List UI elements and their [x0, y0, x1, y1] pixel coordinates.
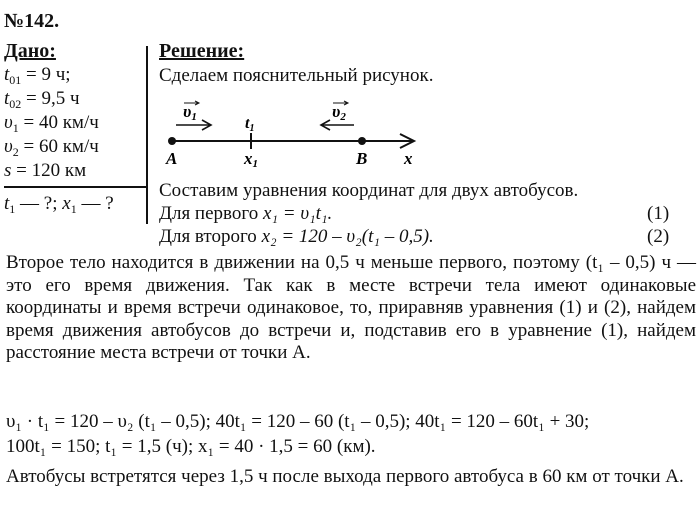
- equation-1-formula: x₁ = υ₁t₁.: [262, 203, 333, 224]
- solution-heading: Решение:: [159, 40, 245, 62]
- given-item-t02: [4, 88, 80, 110]
- equation-2: [159, 226, 434, 248]
- equation-2-formula: x₂ = 120 – υ₂(t₁ – 0,5).: [261, 226, 434, 247]
- given-sub: 2: [12, 145, 19, 159]
- find-sub: 1: [9, 202, 16, 216]
- given-var: υ: [4, 112, 13, 133]
- given-item-v2: [4, 136, 99, 158]
- given-sub: 02: [9, 97, 22, 111]
- axis-x-label: x: [404, 149, 413, 168]
- given-item-v1: [4, 112, 99, 134]
- column-divider: [146, 46, 148, 224]
- t1-label: t1: [245, 115, 255, 134]
- given-var: t: [4, 88, 10, 109]
- point-b-label: B: [356, 149, 368, 168]
- given-sub: 01: [9, 73, 22, 87]
- equations-intro: Составим уравнения координат для двух автобусов.: [159, 180, 579, 201]
- calculation-line-1: υ₁ · t₁ = 120 – υ₂ (t₁ – 0,5); 40t₁ = 120 – 60 (t₁ – 0,5); 40t₁ = 120 – 60t₁ + 30;: [6, 411, 590, 432]
- find-var-x: x: [62, 193, 71, 214]
- given-item-s: [4, 160, 86, 182]
- point-x1-label: x1: [244, 149, 258, 170]
- given-value: = 9,5 ч: [21, 88, 80, 109]
- motion-diagram: [150, 90, 440, 180]
- given-value: = 120 км: [11, 160, 87, 181]
- equation-1: [159, 203, 332, 225]
- equation-2-number: (2): [647, 226, 670, 247]
- given-value: = 60 км/ч: [18, 136, 99, 157]
- answer-text: Автобусы встретятся через 1,5 ч после выхода первого автобуса в 60 км от точки A.: [6, 466, 684, 487]
- given-value: = 9 ч;: [21, 64, 71, 85]
- explanation-paragraph: Второе тело находится в движении на 0,5 ч меньше первого, поэтому (t₁ – 0,5) ч — это его время движения. Так как в месте встречи тела имеют одинаковые координаты и время встречи одинаковое, то, приравняв уравнения (1) и (2), найдем время движения автобусов до встречи и, подставив его в уравнение (1), найдем расстояние места встречи от точки A.: [6, 252, 696, 363]
- solution-intro: Сделаем пояснительный рисунок.: [159, 65, 434, 86]
- find-var-t: t: [4, 193, 10, 214]
- given-sub: 1: [12, 121, 19, 135]
- find-sub: 1: [70, 202, 77, 216]
- given-item-t01: [4, 64, 71, 86]
- find-end: — ?: [76, 193, 114, 214]
- point-b-dot: [358, 137, 366, 145]
- v2-label: υ2: [332, 102, 346, 123]
- given-var: s: [4, 160, 12, 181]
- calculation-line-2: 100t₁ = 150; t₁ = 1,5 (ч); x₁ = 40 · 1,5 = 60 (км).: [6, 436, 376, 457]
- point-a-label: A: [166, 149, 178, 168]
- given-var: t: [4, 64, 10, 85]
- point-a-dot: [168, 137, 176, 145]
- equation-2-prefix: Для второго: [159, 226, 262, 247]
- equation-1-prefix: Для первого: [159, 203, 263, 224]
- find-sep: — ?;: [15, 193, 63, 214]
- given-find-divider: [4, 186, 147, 188]
- v1-label: υ1: [183, 102, 197, 123]
- given-var: υ: [4, 136, 13, 157]
- problem-number: №142.: [4, 10, 60, 32]
- find-line: [4, 193, 114, 215]
- given-value: = 40 км/ч: [18, 112, 99, 133]
- given-heading: Дано:: [4, 40, 56, 62]
- equation-1-number: (1): [647, 203, 670, 224]
